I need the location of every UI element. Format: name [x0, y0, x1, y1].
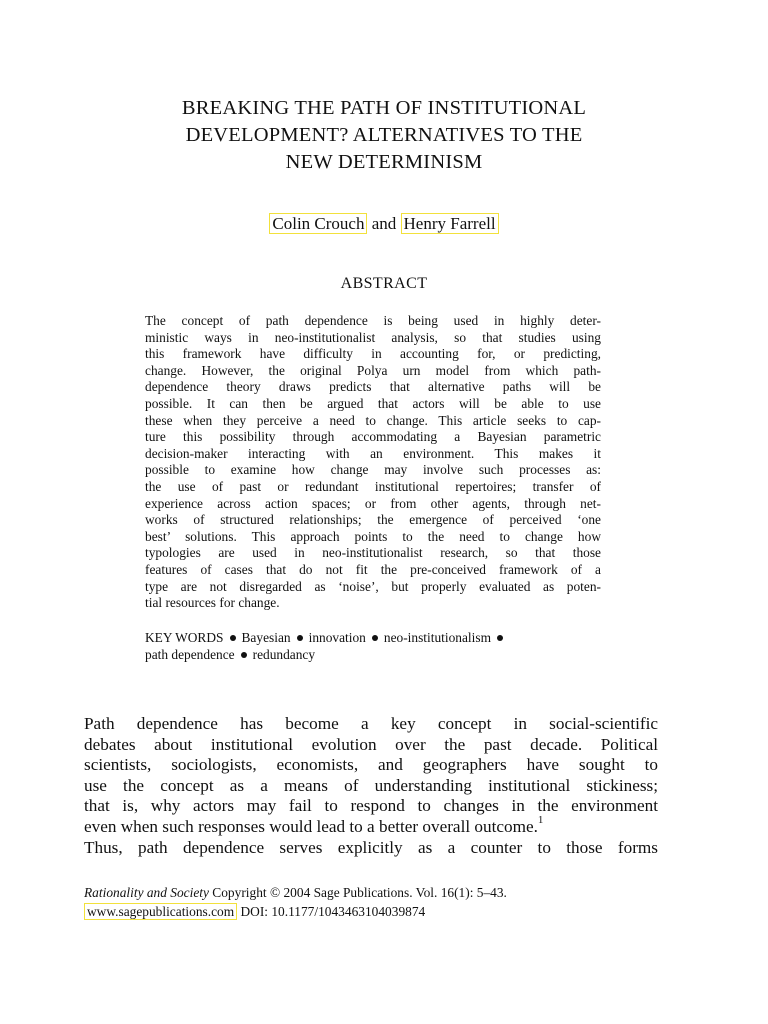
title-line: NEW DETERMINISM	[285, 151, 483, 173]
abstract-line: change. However, the original Polya urn model from which path-	[145, 362, 601, 378]
abstract-line: features of cases that do not fit the pre-conceived framework of a	[145, 561, 601, 577]
abstract-text	[145, 313, 601, 612]
body-line: Path dependence has become a key concept in social-scientific	[84, 714, 658, 733]
publisher-url-link[interactable]: www.sagepublications.com	[84, 903, 237, 920]
abstract-line: these when they perceive a need to change. This article seeks to cap-	[145, 412, 601, 428]
abstract-line: dependence theory draws predicts that alternative paths will be	[145, 379, 601, 395]
body-line: scientists, sociologists, economists, and geographers have sought to	[84, 755, 658, 775]
title-line: DEVELOPMENT? ALTERNATIVES TO THE	[185, 124, 583, 146]
keywords-line	[145, 646, 605, 663]
abstract-line: typologies are used in neo-institutionalist research, so that those	[145, 545, 601, 561]
keywords-line	[145, 629, 605, 646]
abstract-line: works of structured relationships; the emergence of perceived ‘one	[145, 512, 601, 528]
keyword: neo-institutionalism	[383, 630, 491, 645]
body-line	[84, 813, 658, 838]
bullet-icon	[241, 652, 247, 658]
author-link-crouch[interactable]: Colin Crouch	[269, 213, 367, 234]
keyword: Bayesian	[241, 630, 291, 645]
abstract-line: this framework have difficulty in accounting for, or predicting,	[145, 346, 601, 362]
body-paragraph	[84, 714, 658, 858]
body-line-text: even when such responses would lead to a better overall outcome.	[84, 816, 538, 836]
keywords-label: KEY WORDS	[145, 630, 224, 645]
author-conjunction: and	[371, 214, 397, 233]
title-line: BREAKING THE PATH OF INSTITUTIONAL	[181, 97, 587, 119]
paper-title	[84, 95, 684, 176]
abstract-line: possible to examine how change may involve such processes as:	[145, 462, 601, 478]
keyword: innovation	[308, 630, 366, 645]
copyright-text: Copyright © 2004 Sage Publications. Vol. 16(1): 5–43.	[208, 885, 507, 900]
footnote-marker[interactable]: 1	[537, 813, 544, 826]
journal-name: Rationality and Society	[84, 885, 209, 900]
publication-footer	[84, 883, 684, 921]
body-line: that is, why actors may fail to respond to changes in the environment	[84, 796, 658, 816]
keyword: path dependence	[145, 647, 235, 662]
footer-copyright-line	[84, 883, 684, 902]
abstract-line: the use of past or redundant institutional repertoires; transfer of	[145, 478, 601, 494]
author-link-farrell[interactable]: Henry Farrell	[401, 213, 499, 234]
body-line: use the concept as a means of understanding institutional stickiness;	[84, 775, 658, 795]
abstract-line: experience across action spaces; or from other agents, through net-	[145, 495, 601, 511]
abstract-line: ministic ways in neo-institutionalist analysis, so that studies using	[145, 329, 601, 345]
bullet-icon	[372, 635, 378, 641]
abstract-line: type are not disregarded as ‘noise’, but properly evaluated as poten-	[145, 578, 601, 594]
bullet-icon	[497, 635, 503, 641]
abstract-line: ture this possibility through accommodating a Bayesian parametric	[145, 429, 601, 445]
keyword: redundancy	[252, 647, 316, 662]
body-line: debates about institutional evolution over the past decade. Political	[84, 734, 658, 754]
abstract-line: possible. It can then be argued that actors will be able to use	[145, 395, 601, 411]
keywords-block	[145, 629, 605, 663]
abstract-line: tial resources for change.	[145, 595, 280, 611]
doi-text: DOI: 10.1177/1043463104039874	[237, 904, 426, 919]
author-line	[84, 212, 684, 236]
footer-doi-line	[84, 902, 684, 921]
abstract-line: decision-maker interacting with an environment. This makes it	[145, 445, 601, 461]
abstract-heading: ABSTRACT	[340, 275, 428, 292]
abstract-line: The concept of path dependence is being used in highly deter-	[145, 313, 601, 328]
abstract-line: best’ solutions. This approach points to the need to change how	[145, 528, 601, 544]
bullet-icon	[297, 635, 303, 641]
body-line: Thus, path dependence serves explicitly as a counter to those forms	[84, 837, 658, 857]
bullet-icon	[230, 635, 236, 641]
